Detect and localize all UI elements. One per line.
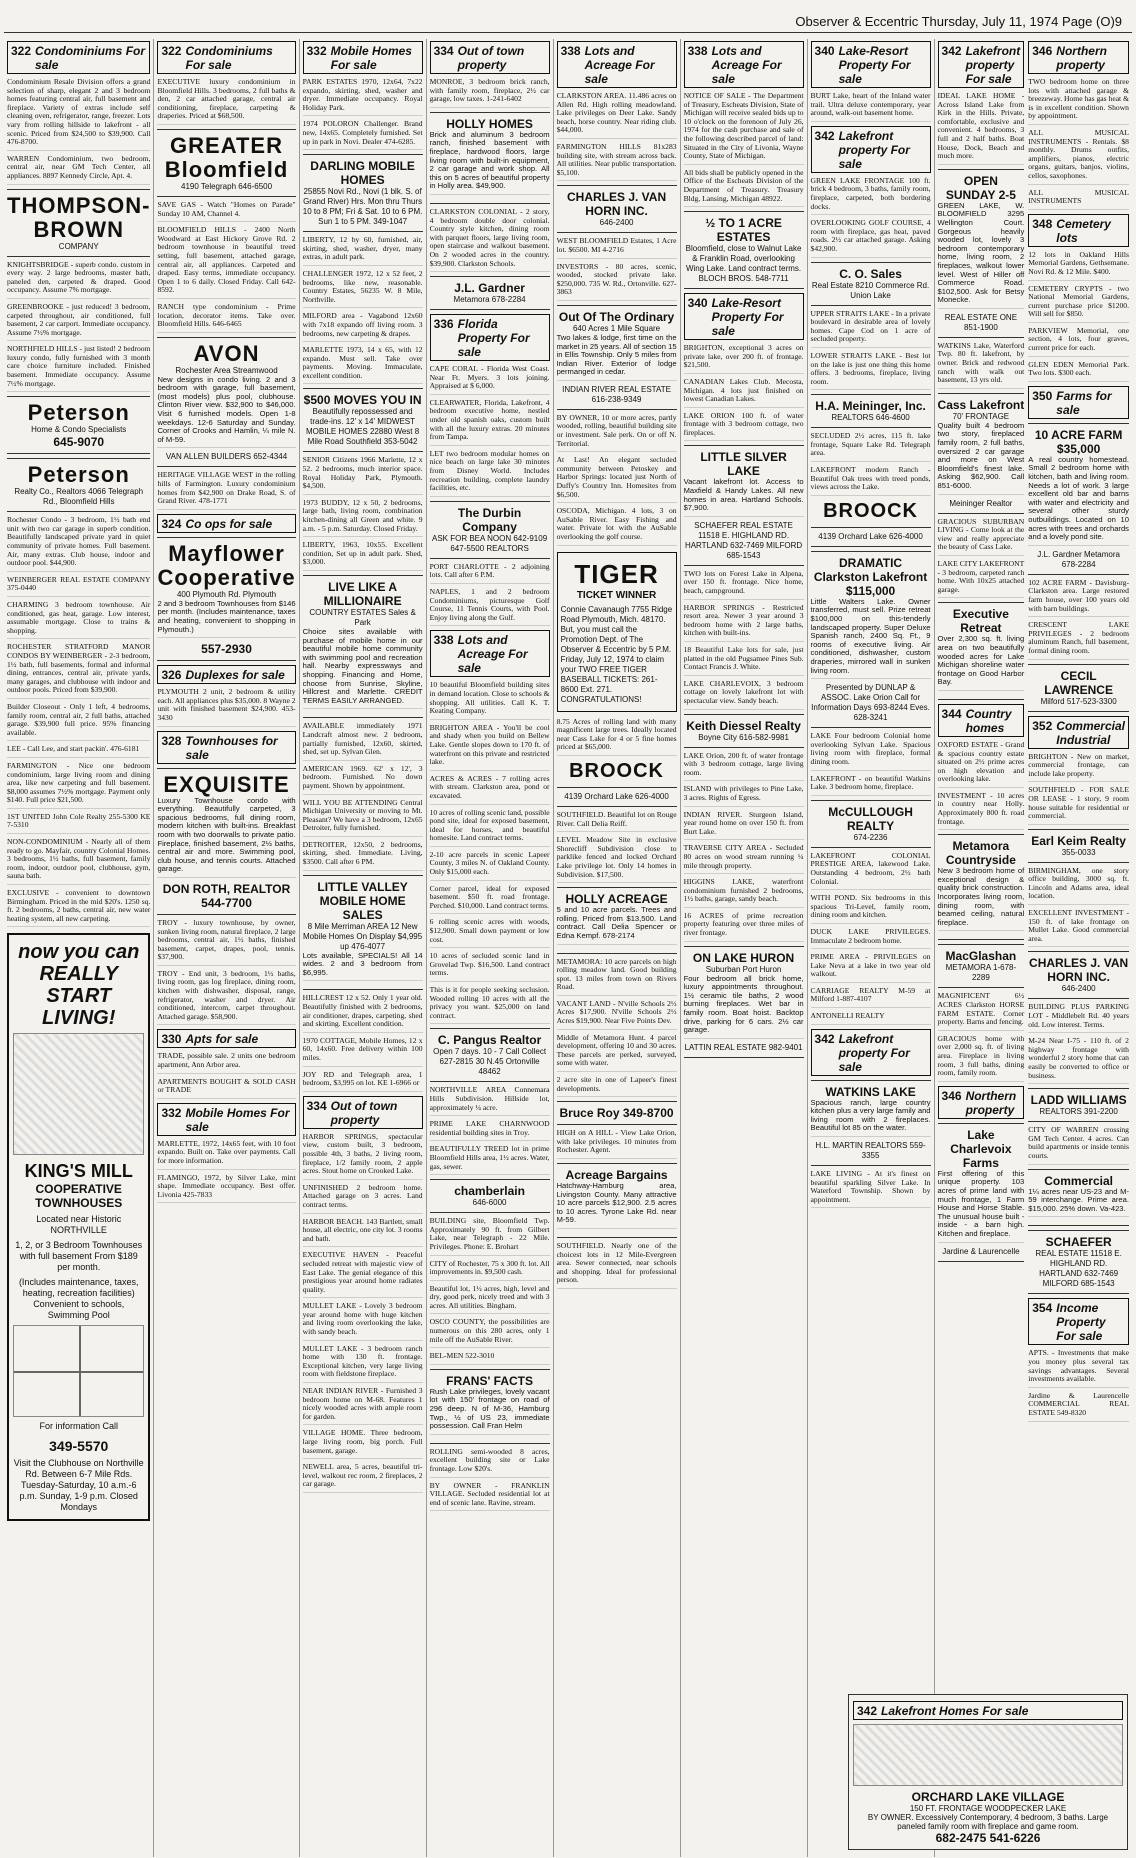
category-header: 344 Country homes xyxy=(938,704,1025,737)
classified-ad: This is it for people seeking seclusion. Wooded rolling 10 acres with all the privacy you want. $25,000 on land contract. xyxy=(430,986,550,1024)
category-header: 340 Lake-Resort Property For sale xyxy=(811,41,931,88)
classified-ad: CANADIAN Lakes Club. Mecosta, Michigan. 4 lots just finished on lowest Canadian Lakes. xyxy=(684,378,804,408)
display-ad: ON LAKE HURON Suburban Port Huron Four bedroom all brick home, luxury appointments throughout. 1½ ceramic tile baths, 2 wood burning fireplaces. Wet bar in family room. Boat hoist. Backtop drive, parking for 6 cars. 2½ car garage. LATTIN REAL ESTATE 982-9401 xyxy=(684,946,804,1058)
classified-ad: BUILDING PLUS PARKING LOT - Middlebelt Rd. 40 years old. Low interest. Terms. xyxy=(1028,1003,1129,1033)
classified-ad: ROCHESTER STRATFORD MANOR CONDOS BY WEINBERGER - 2-3 bedroom, 1½ bath, full basements, formal and informal dining, entrances, central air, private yards, many garages, and clubhouse with indoor and outdoor pools. Priced from $39,900. xyxy=(7,643,150,699)
classified-ad: OVERLOOKING GOLF COURSE, 4 room with fireplace, gas heat, paved roads. 2½ car attached garage. Asking $42,900. xyxy=(811,219,931,257)
classified-ad: BRIGHTON AREA - You'll be cool and shady when you build on Bellew Lake. Gentle slopes down to 170 ft. of waterfront on this private and restricted lake. xyxy=(430,724,550,771)
kings-mill-ad: now you can REALLY START LIVING! KING'S MILL COOPERATIVE TOWNHOUSES Located near Historic NORTHVILLE 1, 2, or 3 Bedroom Townhouses with full basement From $189 per month. (Includes maintenance, taxes, heating, recreation facilities) Convenient to schools, Swimming Pool For information Call 349-5570 Visit the Clubhouse on Northville Rd. Between 6-7 Mile Rds. Tuesday-Saturday, 10 a.m.-6 p.m. Sunday, 1-9 p.m. Closed Mondays xyxy=(7,933,150,1521)
classified-ad: WEINBERGER REAL ESTATE COMPANY 375-0440 xyxy=(7,576,150,597)
display-ad: GREATER Bloomfield 4190 Telegraph 646-6500 xyxy=(157,129,295,197)
classified-ad: CHARMING 3 bedroom townhouse. Air conditioned, gas heat, garage. Low interest, assumable mortgage. Close to trains & shopping. xyxy=(7,601,150,639)
display-ad: H.A. Meininger, Inc. REALTORS 646-4600 xyxy=(811,394,931,428)
display-ad: EXQUISITE Luxury Townhouse condo with everything. Beautifully carpeted, 3 spacious bedrooms, full dining room, modern kitchen with built-ins. Breakfast room with two doorwalls to private patio. Fireplace, finished basement, 2½ baths, central air and more. Swimming pool, club house, and tennis courts. Attached garage. DON ROTH, REALTOR 544-7700 xyxy=(157,768,295,915)
display-ad: MacGlashan METAMORA 1-678-2289 xyxy=(938,944,1025,988)
classified-ad: VACANT LAND - N'ville Schools 2½ Acres $17,900. N'ville Schools 2½ Acres $19,900. Near Five Points Dev. xyxy=(557,1000,677,1030)
classified-ad: Builder Closeout - Only 1 left, 4 bedrooms, family room, central air, 2 full baths, attached garage. $39,900 full price. 95% financing available. xyxy=(7,703,150,741)
classified-ad: 10 acres of secluded scenic land in Grovelad Twp. $16,500. Land contract terms. xyxy=(430,952,550,982)
display-ad: FRANS' FACTS Rush Lake privileges, lovely vacant lot with 150' frontage on road of 296 deep. N of M-36, Hamburg Twp., ½ of US 23, immediate possession. Call Fran Helm xyxy=(430,1369,550,1444)
classified-ad: CRESCENT LAKE PRIVILEGES - 2 bedroom aluminum Ranch, full basement, formal dining room. xyxy=(1028,621,1129,659)
classified-ad: GREENBROOKE - just reduced! 3 bedroom, carpeted throughout, air conditioned, full basement, 2 car carport. Immediate occupancy. Assume 7½% mortgage. xyxy=(7,303,150,341)
display-ad: Lake Charlevoix Farms First offering of this unique property. 103 acres of prime land with much frontage, 1 Farm House and Horse Stable. The unusual house built - inside - a barn high. Kitchen and fireplace. Jardine & Laurencelle xyxy=(938,1123,1025,1262)
display-ad: SCHAEFER REAL ESTATE 11518 E. HIGHLAND RD. HARTLAND 632-7469 MILFORD 685-1543 xyxy=(1028,1230,1129,1294)
classified-ad: SENIOR Citizens 1966 Marlette, 12 x 52. 2 bedrooms, much interior space. Royal Holiday Park, Plymouth. $4,500. xyxy=(303,456,423,494)
classified-ad: INVESTORS - 80 acres, scenic, wooded, stocked private lake. $250,000. 735 W. Rd., Ortonville. 627-3863 xyxy=(557,263,677,301)
display-ad: DRAMATIC Clarkston Lakefront $115,000 Little Walters Lake. Owner transferred, must sell. Prize retreat $100,000 on this-tenderly landscaped property. Super Deluxe Spanish ranch, 2400 Sq. Ft., 9 rooms of executive living. Air conditioned, dishwasher, custom draperies, mirrored wall in sunken living room. Presented by DUNLAP & ASSOC. Lake Orion Call for Information Days 693-8244 Eves. 628-3241 xyxy=(811,551,931,728)
classified-ad: WARREN Condominium, two bedroom, central air, near GM Tech Center, all appliances. 8897 Kennedy Circle, Apt. 4. xyxy=(7,155,150,185)
classified-ad: Beautiful lot, 1½ acres, high, level and dry, good perk, nicely treed and with 3 acres. All utilities. Bingham. xyxy=(430,1285,550,1315)
classified-ad: FARMINGTON - Nice one bedroom condominium, large living room and dining area, like new carpeting and full basement. $8,000 assumes 7½% mortgage. Payment only $140. Full price $21,500. xyxy=(7,762,150,809)
classified-ad: ANTONELLI REALTY xyxy=(811,1012,931,1025)
category-header: 334 Out of town property xyxy=(303,1096,423,1129)
classified-ad: PRIME AREA - PRIVILEGES on Lake Neva at a lake in two year old walkout. xyxy=(811,953,931,983)
classified-ad: NEWELL area, 5 acres, beautiful tri-level, walkout rec room, 2 fireplaces, 2 car garage. xyxy=(303,1463,423,1493)
classified-ad: EXECUTIVE HAVEN - Peaceful secluded retreat with majestic view of East Lake. The genial elegance of this prestigious year around home radiates quality. xyxy=(303,1251,423,1298)
display-ad: CHARLES J. VAN HORN INC. 646-2400 xyxy=(1028,951,1129,999)
display-ad: Out Of The Ordinary 640 Acres 1 Mile Square Two lakes & lodge, first time on the market in 25 years. All of section 15 in Ellis Township. Only 5 miles from Indian River. Exterior of lodge permanged in cedar. INDIAN RIVER REAL ESTATE 616-238-9349 xyxy=(557,305,677,410)
classified-ad: TROY - luxury townhouse, by owner, sunken living room, natural fireplace, 2 large bedrooms, central air, 1½ baths, finished basement, carpet, drapes, pool, tennis. $37,900. xyxy=(157,919,295,966)
display-ad: 4139 Orchard Lake 626-4000 xyxy=(557,787,677,807)
classified-ad: FARMINGTON HILLS 81x283 building site, with stream across back. All utilities. Near public transportation. $5,100. xyxy=(557,143,677,181)
display-ad: Mayflower Cooperative 400 Plymouth Rd. Plymouth 2 and 3 bedroom Townhouses from $146 per month. (Includes maintenance, taxes and heating, convenient to shopping in Plymouth.) 557-2930 xyxy=(157,537,295,661)
classified-ad: BY OWNER, 10 or more acres, partly wooded, rolling, beautiful building site or investment. Sale perk. On or off N. Territorial. xyxy=(557,414,677,452)
classified-ad: CLARKSTON AREA. 11.486 acres on Allen Rd. High rolling meadowland. Lake privileges on Deer Lake. Sandy beach, horse country. Near riding club. $44,000. xyxy=(557,92,677,139)
classified-columns xyxy=(4,39,1132,1857)
classified-ad: BRIGHTON, exceptional 3 acres on private lake, over 200 ft. of frontage. $21,500. xyxy=(684,344,804,374)
classified-ad: NOTICE OF SALE - The Department of Treasury, Escheats Division, State of Michigan will receive sealed bids up to 10 o'clock on the forenoon of July 26, 1974 for the cash purchase and sale of the following described parcel of land: Situated in the City of Livonia, Wayne County, State of Michigan. xyxy=(684,92,804,165)
classified-ad: HIGH on A HILL - View Lake Orion, with lake privileges. 10 minutes from Rochester. Agent. xyxy=(557,1129,677,1159)
category-header: 348 Cemetery lots xyxy=(1028,214,1129,247)
classified-ad: KNIGHTSBRIDGE - superb condo. custom in every way. 2 large bedrooms, master bath, paneled den, carpeted & draped. Good occupancy. Assume 7% mortgage. xyxy=(7,261,150,299)
classified-ad: At Last! An elegant secluded community between Petoskey and Harbor Springs: located just North of Duffy's Country Inn. Homesites from $6,500. xyxy=(557,456,677,503)
broker-logo: BROOCK xyxy=(823,499,918,522)
classified-ad: Middle of Metamora Hunt. 4 parcel development, offering 10 and 30 acres. These parcels are perked, surveyed, some with water. xyxy=(557,1034,677,1072)
display-ad: WATKINS LAKE Spacious ranch, large country kitchen plus a very large family and living room with 2 fireplaces. Beautiful lot 85 on the water. H.L. MARTIN REALTORS 559-3355 xyxy=(811,1080,931,1166)
column-3 xyxy=(300,39,427,1857)
classified-ad: MARLETTE 1973, 14 x 65, with 12 expando. Must sell. Take over payments. Moving. Immaculate, excellent condition. xyxy=(303,346,423,384)
classified-ad: APTS. - Investments that make you money plus several tax savings advantages. Several investments available. xyxy=(1028,1349,1129,1387)
classified-ad: CITY of Rochester, 75 x 300 ft. lot. All improvements in. $9,500 cash. xyxy=(430,1260,550,1281)
display-ad: Metamora Countryside New 3 bedroom home of exceptional design & quality brick construction. Incorporates living room, dining room, with beamed ceiling, natural fireplace. xyxy=(938,834,1025,940)
classified-ad: 18 Beautiful Lake lots for sale, just platted in the old Pugsamee Pines Sub. Contact Francis J. White. xyxy=(684,646,804,676)
display-ad: $500 MOVES YOU IN Beautifully repossessed and trade-ins. 12' x 14' MIDWEST MOBILE HOMES 22880 West 8 Mile Road Southfield 353-5042 xyxy=(303,388,423,452)
classified-ad: LIBERTY, 12 by 60, furnished, air, skirting, shed, washer, dryer, many extras, in adult park. xyxy=(303,236,423,266)
classified-ad: PLYMOUTH 2 unit, 2 bedroom & utility each. All appliances plus $35,000. 8 Wayne 2 unit with finished basement $24,900. 453-3430 xyxy=(157,688,295,726)
classified-ad: 102 ACRE FARM - Davisburg-Clarkston area. Large restored farm house, over 100 years old with barn buildings. xyxy=(1028,579,1129,617)
classified-ad: OXFORD ESTATE - Grand & spacious country estate situated on 2½ prime acres on high elevation and overlooking lake. xyxy=(938,741,1025,788)
classified-ad: METAMORA: 10 acre parcels on high rolling meadow land. Good building spot. 13 miles from town on Rivers Road. xyxy=(557,958,677,996)
classified-ad: LAKE LIVING - At it's finest on beautiful sparkling Silver Lake. In Waterford Township. Shown by appointment. xyxy=(811,1170,931,1208)
classified-ad: ACRES & ACRES - 7 rolling acres with stream. Clarkston area, pond or excavated. xyxy=(430,775,550,805)
category-header: 336 Florida Property For sale xyxy=(430,314,550,361)
classified-ad: LAKEFRONT modern Ranch - Beautiful Oak trees with treed ponds, views across the Lake. xyxy=(811,466,931,496)
display-ad: 4139 Orchard Lake 626-4000 xyxy=(811,527,931,547)
classified-ad: GRACIOUS SUBURBAN LIVING - Come look at the view and really appreciate the beauty of Cass Lake. xyxy=(938,518,1025,556)
classified-ad: HILLCREST 12 x 52. Only 1 year old. Beautifully finished with 2 bedrooms, air conditioner, drapes, carpeting, shed and skirting. Excellent condition. xyxy=(303,994,423,1032)
category-header: 334 Out of town property xyxy=(430,41,550,74)
classified-ad: CITY OF WARREN crossing GM Tech Center. 4 acres. Can build apartments or inside tennis courts. xyxy=(1028,1126,1129,1164)
classified-ad: SOUTHFIELD. Beautiful lot on Rouge River. Call Delia Reiff. xyxy=(557,811,677,832)
classified-ad: Condominium Resale Division offers a grand selection of sharp, elegant 2 and 3 bedroom homes featuring central air, full basement and fireplace. Variety of extras include self cleaning oven, refrigerator, range, freezer. Lots vary from rolling hillside to lakefront - all scenic. Priced from $24,500 to $39,900. Call 476-8700. xyxy=(7,78,150,151)
category-header: 342 Lakefront property For sale xyxy=(811,126,931,173)
category-header: 332 Mobile Homes For sale xyxy=(303,41,423,74)
category-header: 322 Condominiums For sale xyxy=(7,41,150,74)
classified-ad: ISLAND with privileges to Pine Lake, 3 acres. Rights of Egress. xyxy=(684,785,804,806)
page-header xyxy=(4,10,1132,33)
classified-ad: MULLET LAKE - Lovely 3 bedroom year around home with huge kitchen and living room overlooking the lake, with sandy beach. xyxy=(303,1302,423,1340)
column-4 xyxy=(427,39,554,1857)
classified-ad: LAKE CITY LAKEFRONT - 3 bedroom, carpeted ranch home. With 10x25 attached garage. xyxy=(938,560,1025,598)
column-7 xyxy=(808,39,935,1857)
classified-ad: LAKE Four bedroom Colonial home overlooking Sylvan Lake. Spacious living room with fireplace, formal dining room. xyxy=(811,732,931,770)
classified-ad: 1974 POLORON Challenger. Brand new, 14x65. Completely furnished. Set up in park in Novi. Dealer 474-6285. xyxy=(303,120,423,150)
classified-ad: LEE - Call Lee, and start packin'. 476-6181 xyxy=(7,745,150,758)
category-header: 328 Townhouses for sale xyxy=(157,731,295,764)
category-header: 338 Lots and Acreage For sale xyxy=(684,41,804,88)
classified-ad: CEMETERY CRYPTS - two National Memorial Gardens, current purchase price $1200. Will sell for $850. xyxy=(1028,285,1129,323)
display-ad: Commercial 1¼ acres near US-23 and M-59 interchange. Prime area. $15,000. 25% down. Va-423. xyxy=(1028,1169,1129,1227)
classified-ad: 12 lots in Oakland Hills Memorial Gardens, Gethsemane. Novi Rd. & 12 Mile. $400. xyxy=(1028,251,1129,281)
classified-ad: TROY - End unit, 3 bedroom, 1½ baths, living room, gas log fireplace, dining room, kitchen with dishwasher, disposal, range, refrigerator, washer and dryer. Air conditioned, intercom, carpet throughout. Attached garage. $58,900. xyxy=(157,970,295,1026)
classified-ad: LIBERTY, 1963, 10x55. Excellent condition, Set up in adult park. Shed, $3,000. xyxy=(303,541,423,571)
classified-ad: PORT CHARLOTTE - 2 adjoining lots. Call after 6 P.M. xyxy=(430,563,550,584)
classified-ad: UPPER STRAITS LAKE - In a private boulevard in desirable area of lovely homes. Cape Cod on 1 acre of secluded property. xyxy=(811,310,931,348)
column-5 xyxy=(554,39,681,1857)
classified-ad: MARLETTE, 1972, 14x65 feet, with 10 foot expando. Built on. Take over payments. Call for more information. xyxy=(157,1140,295,1170)
classified-ad: VILLAGE HOME. Three bedroom, large living room, big porch. Full basement, garage. xyxy=(303,1429,423,1459)
classified-ad: LAKE ORION 100 ft. of water frontage with 3 bedroom cottage, two fireplaces. xyxy=(684,412,804,442)
classified-ad: Jardine & Laurencelle COMMERCIAL REAL ESTATE 549-8320 xyxy=(1028,1392,1129,1422)
classified-ad: PRIME LAKE CHARNWOOD residential building sites in Troy. xyxy=(430,1120,550,1141)
classified-ad: BIRMINGHAM, one story office building, 3000 sq. ft. Lincoln and Adams area, ideal location. xyxy=(1028,867,1129,905)
classified-ad: WITH POND. Six bedrooms in this spacious Tri-Level, family room, dining room and kitchen. xyxy=(811,894,931,924)
classified-ad: HERITAGE VILLAGE WEST in the rolling hills of Farmington. Luxury condominium homes from $42,900 on Drake Road, S. of Grand River. 478-1771 xyxy=(157,471,295,509)
classified-ad: PARK ESTATES 1970, 12x64, 7x22 expando, skirting, shed, washer and dryer. Immediate occupancy. Royal Holiday Park. xyxy=(303,78,423,116)
category-header: 338 Lots and Acreage For sale xyxy=(430,630,550,677)
broker-logo: BROOCK xyxy=(569,759,664,782)
classified-ad: HIGGINS LAKE, waterfront condominium furnished 2 bedrooms, 1½ baths, garage, sandy beach. xyxy=(684,878,804,908)
classified-ad: BEAUTIFULLY TREED lot in prime Bloomfield Hills area, 1½ acres. Water, gas, sewer. xyxy=(430,1145,550,1175)
classified-ad: LET two bedroom modular homes on nice beach on large lake 30 minutes from Disney World. Includes recreation building, complete laundry facilities, etc. xyxy=(430,450,550,497)
display-ad: Cass Lakefront 70' FRONTAGE Quality built 4 bedroom two story, fireplaced family room, 2 full baths, oversized 2 car garage and more on West Bloomfield's finest lake. Asking $62,900. Call 851-6000. Meininger Realtor xyxy=(938,393,1025,514)
category-header: 332 Mobile Homes For sale xyxy=(157,1103,295,1136)
tiger-ticket-winner: TIGER TICKET WINNER Connie Cavanaugh 7755 Ridge Road Plymouth, Mich. 48170. But, you must call the Promotion Dept. of The Observer & Eccentric by 5 P.M. Friday, July 12, 1974 to claim your TWO FREE TIGER BASEBALL TICKETS: 261-8600 Ext. 271. CONGRATULATIONS! xyxy=(557,552,677,712)
classified-ad: AMERICAN 1969. 62' x 12', 3 bedroom. Furnished. No down payment. Shown by appointment. xyxy=(303,765,423,795)
classified-ad: WATKINS Lake, Waterford Twp. 80 ft. lakefront, by owner. Brick and redwood ranch with walk out basement, 13 yrs old. xyxy=(938,342,1025,389)
classified-ad: NORTHVILLE AREA Connemara Hills Subdivision. Hillside lot, approximately ¼ acre. xyxy=(430,1086,550,1116)
classified-ad: MAGNIFICENT 6½ ACRES Clarkston HORSE FARM ESTATE. Corner property. Barns and fencing. xyxy=(938,992,1025,1030)
classified-ad: AVAILABLE immediately 1971 Landcraft almost new. 2 bedroom, partially furnished, 12x60, skirted, shed, set up. Sylvan Glen. xyxy=(303,722,423,760)
classified-ad: GREEN LAKE FRONTAGE 100 ft. brick 4 bedroom, 3 baths, family room, fireplace, carpeted, both bordering docks. xyxy=(811,177,931,215)
classified-ad: 10 acres of rolling scenic land, possible pond site, ideal for exposed basement, ideal for horses, and beautiful homesite. Land contract terms. xyxy=(430,809,550,847)
classified-ad: LAKEFRONT COLONIAL PRESTIGE AREA, lakewood Lake. Outstanding 4 bedroom, 2½ bath Colonial. xyxy=(811,852,931,890)
classified-ad: BRIGHTON - New on market, commercial frontage, can include lake property. xyxy=(1028,753,1129,783)
classified-ad: TWO bedroom home on three lots with attached garage & breezeway. Home has gas heat & is in excellent condition. Shown by appointment. xyxy=(1028,78,1129,125)
classified-ad: HARBOR SPRINGS - Restricted resort area. Newer 3 year around 3 bedroom home with 2 large baths, kitchen with built-ins. xyxy=(684,604,804,642)
display-ad: Peterson Home & Condo Specialists 645-9070 xyxy=(7,396,150,454)
classified-ad: RANCH type condominium - Prime location, decorator items. Take over. Bloomfield Hills. 646-6465 xyxy=(157,303,295,333)
classified-ad: EXCELLENT INVESTMENT - 150 ft. of lake frontage on Mullet Lake. Good commercial area. xyxy=(1028,909,1129,947)
classified-ad: ALL MUSICAL INSTRUMENTS xyxy=(1028,189,1129,210)
classified-ad: 1973 BUDDY, 12 x 50, 2 bedrooms, large bath, living room, combination kitchen-dining all Green and white. 9 a.m. - 5 p.m. Saturday. Closed Friday. xyxy=(303,499,423,537)
classified-ad: BY OWNER - FRANKLIN VILLAGE. Secluded residential lot at end of scenic lane. Ravine, stream. xyxy=(430,1482,550,1512)
display-ad: C. Pangus Realtor Open 7 days. 10 - 7 Call Collect 627-2815 30 N.45 Ortonville 48462 xyxy=(430,1028,550,1082)
classified-ad: LAKEFRONT - on beautiful Watkins Lake. 3 bedroom home, fireplace. xyxy=(811,775,931,796)
display-ad: HOLLY ACREAGE 5 and 10 acre parcels. Trees and rolling. Priced from $13,500. Land contract. Call Delia Spencer or Edna Kempf. 678-2174 xyxy=(557,887,677,953)
subcolumn-left xyxy=(938,39,1025,1857)
classified-ad: NORTHFIELD HILLS - just listed! 2 bedroom luxury condo, fully furnished with 3 month care choice furniture included. Finished basement. Immediate occupancy. Assume 7½% mortgage. xyxy=(7,345,150,392)
classified-ad: APARTMENTS BOUGHT & SOLD CASH or TRADE xyxy=(157,1078,295,1099)
display-ad: LITTLE SILVER LAKE Vacant lakefront lot. Access to Maxfield & Handy Lakes. All new homes in area. Hartland Schools. $7,900. SCHAEFER REAL ESTATE 11518 E. HIGHLAND RD. HARTLAND 632-7469 MILFORD 685-1543 xyxy=(684,445,804,565)
display-ad: LADD WILLIAMS REALTORS 391-2200 xyxy=(1028,1088,1129,1122)
classified-ad: ALL MUSICAL INSTRUMENTS - Rentals. $8 monthly. Drums outfits, amplifiers, pianos, electric organs, guitars, banjos, violins, cellos, saxophones. xyxy=(1028,129,1129,185)
classified-ad: 2-10 acre parcels in scenic Lapeer County, 3 miles N. of Oakland County. Only $15,000 each. xyxy=(430,851,550,881)
column-8 xyxy=(935,39,1132,1857)
display-ad: DARLING MOBILE HOMES 25855 Novi Rd., Novi (1 blk. S. of Grand River) Hrs. Mon thru Thurs 10 to 8 PM; Fri & Sat. 10 to 6 PM. Sun 1 to 5 PM. 349-1047 xyxy=(303,154,423,232)
classified-ad: UNFINISHED 2 bedroom home. Attached garage on 3 acres. Land contract terms. xyxy=(303,1184,423,1214)
display-ad: Acreage Bargains Hatchway-Hamburg area, Livingston County. Many attractive 10 acre parcels $12,900. 2.5 acres to 10 acres. Tyrone Lake Rd. near M-59. xyxy=(557,1163,677,1238)
classified-ad: LOWER STRAITS LAKE - Best lot on the lake is just one thing this home offers. 3 bedrooms, fireplace, living room. xyxy=(811,352,931,390)
classified-ad: 8.75 Acres of rolling land with many magnificent large trees. Ideally located near Cass Lake for 4 or 5 fine homes priced at $65,000. xyxy=(557,718,677,756)
category-header: 354 Income Property For sale xyxy=(1028,1298,1129,1345)
classified-ad: 1970 COTTAGE, Mobile Homes, 12 x 60, 14x60. Free delivery within 100 miles. xyxy=(303,1037,423,1067)
display-ad: OPEN SUNDAY 2-5 GREEN LAKE, W. BLOOMFIELD 3295 Wellington Court. Gorgeous heavily wooded lot, lovely 3 bedroom contemporary home, living room, 2 fireplaces, walkout lower level. West of Hiller off Commerce Road. $102,500. Ask for Betsy Monecke. REAL ESTATE ONE 851-1900 xyxy=(938,169,1025,338)
display-ad: ½ TO 1 ACRE ESTATES Bloomfield, close to Walnut Lake & Franklin Road, overlooking Wing Lake. Land contract terms. BLOCH BROS. 548-7711 xyxy=(684,211,804,289)
classified-ad: 16 ACRES of prime recreation property featuring over three miles of river frontage. xyxy=(684,912,804,942)
display-ad: Executive Retreat Over 2,300 sq. ft. living area on two beautifully wooded acres for Lake Michigan shoreline water frontage on Good Harbor Bay. xyxy=(938,602,1025,700)
column-1 xyxy=(4,39,154,1857)
classified-ad: EXCLUSIVE - convenient to downtown Birmingham. Priced in the mid $20's. 1250 sq. ft. 2 bedrooms, 2 baths, central air, new water heating system, all new carpeting. xyxy=(7,889,150,927)
orchard-lake-ad: 342 Lakefront Homes For sale ORCHARD LAKE VILLAGE 150 FT. FRONTAGE WOODPECKER LAKE BY OWNER. Excessively Contemporary, 4 bedroom, 3 baths. Large paneled family room with fireplace and game room. 682-2475 541-6226 xyxy=(848,1694,1128,1850)
category-header: 342 Lakefront property For sale xyxy=(811,1029,931,1076)
classified-ad: CARRIAGE REALTY M-59 at Milford 1-887-4107 xyxy=(811,987,931,1008)
classified-ad: Corner parcel, ideal for exposed basement. $50 ft. road frontage. Perched. $10,000. Land contract terms. xyxy=(430,885,550,915)
display-ad: LITTLE VALLEY MOBILE HOME SALES 8 Mile Merriman AREA 12 New Mobile Homes On Display $4,995 up 476-4077 Lots available, SPECIALS! All 14 wides. 2 and 3 bedroom from $6,995. xyxy=(303,875,423,991)
classified-ad: TRAVERSE CITY AREA - Secluded 80 acres on wood stream running ¼ mile through property. xyxy=(684,844,804,874)
display-ad: 10 ACRE FARM $35,000 A real country homestead. Small 2 bedroom home with kitchen, bath and living room. Needs a lot of work. 3 large excellent old bar and barns with water and electricity and several other sturdy outbuildings. Located on 10 acres with trees and orchards and a lovely pond site. J.L. Gardner Metamora 678-2284 xyxy=(1028,423,1129,575)
classified-ad: ROLLING semi-wooded 8 acres, excellent building site or Lake frontage. Low $20's. xyxy=(430,1448,550,1478)
classified-ad: BLOOMFIELD HILLS - 2400 North Woodward at East Hickory Grove Rd. 2 bedroom townhouse in beautiful treed setting, full basement, attached garage, central air, all appliances. Carpeted and draped. Easy terms, immediate occupancy. Open 1 to 6 daily. Closed Friday. Call 642-8592. xyxy=(157,226,295,299)
classified-ad: PARKVIEW Memorial, one section, 4 lots, four graves, current price for each. xyxy=(1028,327,1129,357)
display-ad: HOLLY HOMES Brick and aluminum 3 bedroom ranch, finished basement with fireplace, hardwood floors, large living room with built-in equipment, 2 car garage and work shop. All this on 5 acres of beautiful property in Holly area. $49,900. xyxy=(430,112,550,204)
classified-ad: LEVEL Meadow Site in exclusive Shorecliff Subdivision close to parklike fenced and locked Orchard Lake privilege lot. Only 14 homes in Subdivision. $17,500. xyxy=(557,836,677,883)
classified-ad: Rochester Condo - 3 bedroom, 1½ bath end unit with two car garage in superb condition. Beautifully landscaped private yard in quiet community of private homes. Full basement. Air, many extras. Club house, indoor and outdoor pool. $44,900. xyxy=(7,516,150,572)
classified-ad: HARBOR BEACH. 143 Bartlett, small house, all electric, one city lot. 3 rooms and bath. xyxy=(303,1218,423,1248)
display-ad: LIVE LIKE A MILLIONAIRE COUNTRY ESTATES Sales & Park Choice sites available with purchase of mobile home in our beautiful mobile home community with swimming pool and recreation hall. Nearby expressways and shopping. Financing and Home, choose from Sunrise, Skyline, Hillcrest and Marlette. CREDIT TERMS EASILY ARRANGED. xyxy=(303,575,423,718)
classified-ad: HARBOR SPRINGS, spectacular view, custom built, 3 bedroom, possible 4th, 3 baths, 2 living room, fireplace, 1/2 family room, 2 apple acres. Stout home on Crooked Lake. xyxy=(303,1133,423,1180)
category-header: 330 Apts for sale xyxy=(157,1029,295,1048)
classified-ad: SOUTHFIELD. Nearly one of the choicest lots in 12 Mile-Evergreen area. Sewer connected, near schools and shopping. Ideal for professional person. xyxy=(557,1242,677,1289)
classified-ad: 6 rolling scenic acres with woods, $12,900. Small down payment or low cost. xyxy=(430,918,550,948)
display-ad: Keith Diessel Realty Boyne City 616-582-9981 xyxy=(684,714,804,748)
category-header: 326 Duplexes for sale xyxy=(157,665,295,684)
classified-ad: GLEN EDEN Memorial Park. Two lots. $300 each. xyxy=(1028,361,1129,382)
location-map xyxy=(13,1325,144,1417)
category-header: 350 Farms for sale xyxy=(1028,386,1129,419)
classified-ad: EXECUTIVE luxury condominium in Bloomfield Hills. 3 bedrooms, 2 full baths & den, 2 car attached garage, central air conditioning, fireplace, carpeting & draperies. Priced at $68,500. xyxy=(157,78,295,125)
classified-ad: INDIAN RIVER. Sturgeon Island, year round home on over 150 ft. from Burt Lake. xyxy=(684,811,804,841)
classified-ad: TRADE, possible sale. 2 units one bedroom apartment, Ann Arbor area. xyxy=(157,1052,295,1073)
category-header: 322 Condominiums For sale xyxy=(157,41,295,74)
display-ad: J.L. Gardner Metamora 678-2284 xyxy=(430,276,550,310)
display-ad: Peterson Realty Co., Realtors 4066 Telegraph Rd., Bloomfield Hills xyxy=(7,458,150,512)
classified-ad: NON-CONDOMINIUM - Nearly all of them ready to go. Mayfair, country Colonial Homes. 3 bedrooms, 1½ baths, full basement, family room, indoor, outdoor pool, clubhouse, gym, sauna bath. xyxy=(7,838,150,885)
classified-ad: DUCK LAKE PRIVILEGES. Immaculate 2 bedroom home. xyxy=(811,928,931,949)
display-ad: THOMPSON-BROWN COMPANY xyxy=(7,189,150,257)
classified-ad: WEST BLOOMFIELD Estates, 1 Acre lot. $6500. MI 4-2716 xyxy=(557,237,677,258)
classified-ad: OSCO COUNTY, the possibilities are numerous on this 280 acres, only 1 mile off the AuSable River. xyxy=(430,1318,550,1348)
classified-ad: MILFORD area - Vagabond 12x60 with 7x18 expando off living room. 3 bedrooms, new carpeting & drapes. xyxy=(303,312,423,342)
classified-ad: CLARKSTON COLONIAL - 2 story, 4 bedroom double door colonial. Country style kitchen, dining room with parquet floors, large living room, open staircase and walkout basement. On 2 wooded acres in the country. $39,900. Clarkston Schools. xyxy=(430,208,550,272)
classified-ad: SOUTHFIELD - FOR SALE OR LEASE - 1 story, 9 room house suitable for residential or commercial. xyxy=(1028,786,1129,824)
classified-ad: LAKE CHARLEVOIX, 3 bedroom cottage on lovely lakefront lot with spectacular view. Sandy beach. xyxy=(684,680,804,710)
classified-ad: IDEAL LAKE HOME - Across Island Lake from Kirk in the Hills. Private, comfortable, exclusive and convenient. 4 bedrooms, 3 full and 2 half baths. Boat House, Dock, Beach and much more. xyxy=(938,92,1025,165)
classified-ad: WILL YOU BE ATTENDING Central Michigan University or moving to Mt. Pleasant? We have a 3 bedroom, 12x65 Detroiter, fully furnished. xyxy=(303,799,423,837)
running-head: Observer & Eccentric Thursday, July 11, 1974 Page (O)9 xyxy=(795,13,1122,29)
subcolumn-right xyxy=(1028,39,1129,1857)
display-ad: CHARLES J. VAN HORN INC. 646-2400 xyxy=(557,185,677,233)
classified-ad: CHALLENGER 1972, 12 x 52 feet, 2 bedrooms, like new, reasonable. Country Estates, 56235 W. 8 Mile, Northville. xyxy=(303,270,423,308)
classified-ad: GRACIOUS home with over 2,000 sq. ft. of living area. Fireplace in living room, 3 full baths, dining room, family room. xyxy=(938,1035,1025,1082)
classified-ad: BURT Lake, heart of the Inland water trail. Ultra deluxe contemporary, year around, walk-out basement home. xyxy=(811,92,931,122)
classified-ad: DETROITER, 12x50, 2 bedrooms, skirting, shed. Immediate. Living, $3500. Call after 6 PM. xyxy=(303,841,423,871)
classified-ad: 2 acre site in one of Lapeer's finest developments. xyxy=(557,1076,677,1097)
classified-ad: SECLUDED 2½ acres, 115 ft. lake frontage, Square Lake Rd. Telegraph area. xyxy=(811,432,931,462)
classified-ad: 10 beautiful Bloomfield building sites in demand location. Close to schools & shopping. All utilities. Call K. T. Keating Company. xyxy=(430,681,550,719)
classified-ad: MULLET LAKE - 3 bedroom ranch home with 130 ft. frontage. Exceptional kitchen, very large living room with fieldstone fireplace. xyxy=(303,1345,423,1383)
classified-ad: BUILDING site, Bloomfield Twp. Approximately 90 ft. from Gilbert Lake, near Telegraph - 22 Mile. Privileges. Phone: E. Brohart xyxy=(430,1217,550,1255)
classified-ad: OSCODA, Michigan. 4 lots, 3 on AuSable River. Easy Fishing and water. Private lot with the AuSable overlooking the golf course. xyxy=(557,507,677,545)
category-header: 342 Lakefront Homes For sale xyxy=(853,1701,1123,1720)
classified-ad: LAKE Orion, 200 ft. of water frontage with 3 bedroom cottage, large living room. xyxy=(684,752,804,782)
classified-ad: M-24 Near I-75 - 110 ft. of 2 highway frontage with wonderful 2 story home that can easily be converted to office or business. xyxy=(1028,1037,1129,1084)
display-ad: CECIL LAWRENCE Milford 517-523-3300 xyxy=(1028,664,1129,712)
column-2 xyxy=(154,39,299,1857)
category-header: 342 Lakefront property For sale xyxy=(938,41,1025,88)
display-ad: The Durbin Company ASK FOR BEA NOON 642-9109 647-5500 REALTORS xyxy=(430,501,550,559)
classified-ad: JOY RD and Telegraph area, 1 bedroom, $3,995 on lot. KE 1-6966 or xyxy=(303,1071,423,1092)
classified-ad: BEL-MEN 522-3010 xyxy=(430,1352,550,1365)
display-ad: Earl Keim Realty 355-0033 xyxy=(1028,829,1129,863)
display-ad: Bruce Roy 349-8700 xyxy=(557,1101,677,1125)
townhouse-illustration xyxy=(13,1033,144,1155)
column-6 xyxy=(681,39,808,1857)
classified-ad: CLEARWATER, Florida, Lakefront, 4 bedroom executive home, nestled under old spanish oaks, custom built with all the luxury extras. 20 minutes from Tampa. xyxy=(430,399,550,446)
category-header: 338 Lots and Acreage For sale xyxy=(557,41,677,88)
category-header: 340 Lake-Resort Property For sale xyxy=(684,293,804,340)
category-header: 346 Northern property xyxy=(1028,41,1129,74)
category-header: 346 Northern property xyxy=(938,1086,1025,1119)
classified-ad: 1ST UNITED John Cole Realty 255-5300 KE 7-5310 xyxy=(7,813,150,834)
classified-ad: TWO lots on Forest Lake in Alpena, over 150 ft. frontage. Nice home, beach, campground. xyxy=(684,570,804,600)
display-ad: chamberlain 646-6000 xyxy=(430,1179,550,1213)
house-illustration xyxy=(853,1724,1123,1786)
category-header: 352 Commercial Industrial xyxy=(1028,716,1129,749)
classified-ad: CAPE CORAL - Florida West Coast. Near Ft. Myers. 3 lots joining. Appraised at $ 6,000. xyxy=(430,365,550,395)
classified-ad: MONROE, 3 bedroom brick ranch, with family room, fireplace, 2½ car garage, low taxes. 1-241-6402 xyxy=(430,78,550,108)
category-header: 324 Co ops for sale xyxy=(157,514,295,533)
classified-ad: NAPLES, 1 and 2 bedroom Condominiums, picturesque Golf Course, 11 Tennis Courts, with Pool. Enjoy living along the Gulf. xyxy=(430,588,550,626)
classified-ad: All bids shall be publicly opened in the Office of the Escheats Division of the Department of Treasury. Treasury Bldg, Lansing, Michigan 48922. xyxy=(684,169,804,207)
classified-ad: FLAMINGO, 1972, by Silver Lake, mint shape. Immediate occupancy. Best offer. Livonia 425-7833 xyxy=(157,1174,295,1204)
classified-ad: NEAR INDIAN RIVER - Furnished 3 bedroom home on M-68. Features 1 nicely wooded acres with ample room for garden. xyxy=(303,1387,423,1425)
display-ad: C. O. Sales Real Estate 8210 Commerce Rd. Union Lake xyxy=(811,262,931,306)
classified-ad: SAVE GAS - Watch "Homes on Parade" Sunday 10 AM, Channel 4. xyxy=(157,201,295,222)
display-ad: AVON Rochester Area Streamwood New designs in condo living. 2 and 3 bedroom with garage, full basement, (most models) plus pool, clubhouse. Clinton River view. $32,900 to $46,000. Visit 6 furnished models. Open 1-8 weekdays. 12-6 Saturday and Sunday. Corner of Crooks and Hamlin, ¼ mile N. of M-59. VAN ALLEN BUILDERS 652-4344 xyxy=(157,337,295,468)
classified-ad: INVESTMENT - 10 acres in country near Holly. Approximately 800 ft. road frontage. xyxy=(938,792,1025,830)
display-ad: McCULLOUGH REALTY 674-2236 xyxy=(811,800,931,848)
